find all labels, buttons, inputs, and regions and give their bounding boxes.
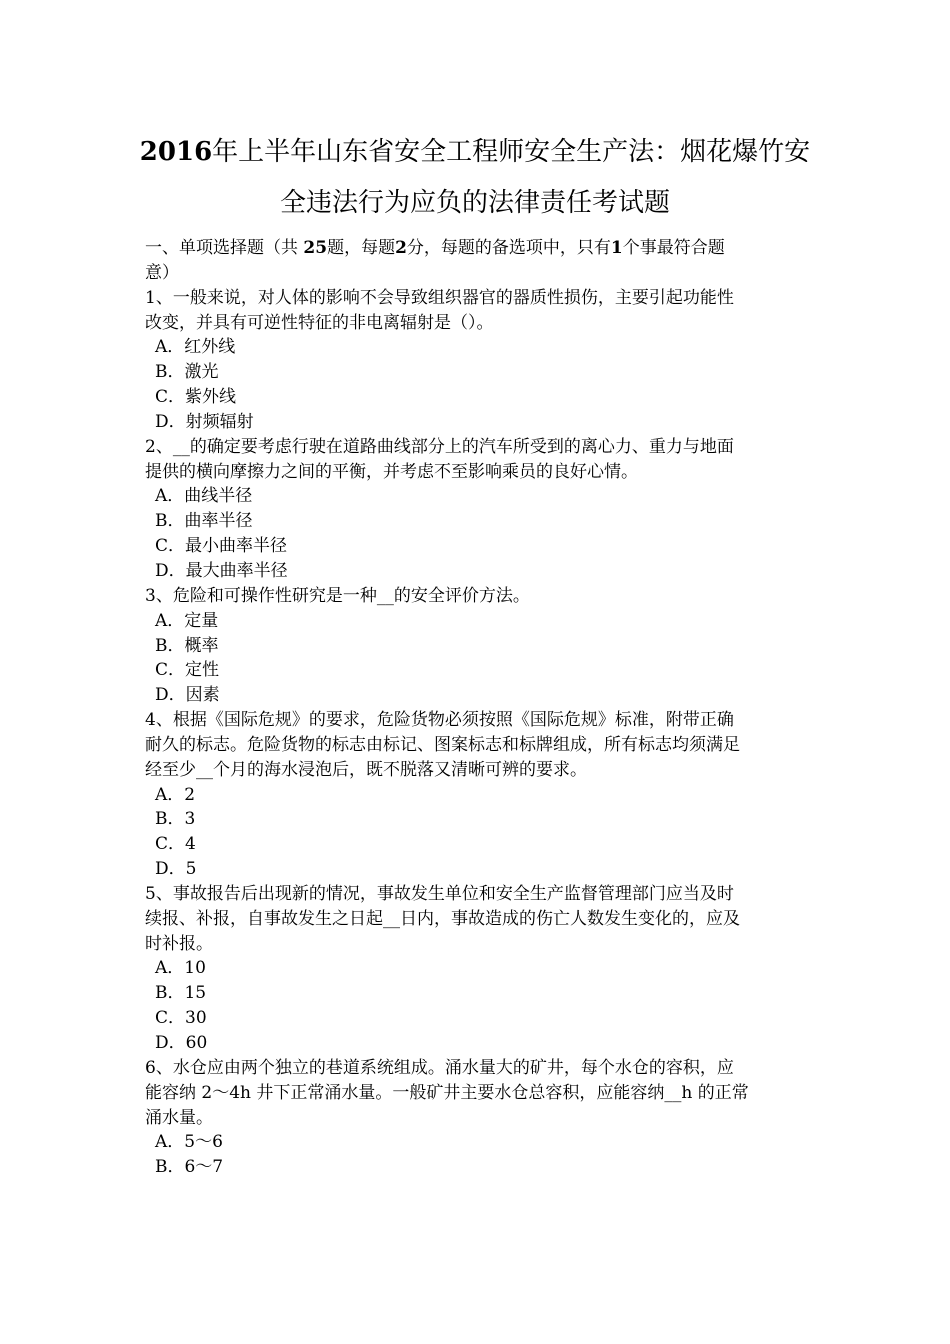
question-text-line: 续报、补报，自事故发生之日起__日内，事故造成的伤亡人数发生变化的，应及 xyxy=(145,908,740,929)
document-title-line2: 全违法行为应负的法律责任考试题 xyxy=(279,188,670,218)
question-1 xyxy=(145,286,815,435)
question-3 xyxy=(145,584,815,708)
answer-option: D．最大曲率半径 xyxy=(155,560,288,581)
question-text-line: 改变，并具有可逆性特征的非电离辐射是（）。 xyxy=(145,312,494,333)
points-per-question: 2 xyxy=(395,238,407,258)
question-text-line: 涌水量。 xyxy=(145,1107,213,1128)
correct-answer-count: 1 xyxy=(610,238,623,258)
question-text-line: 耐久的标志。危险货物的标志由标记、图案标志和标牌组成，所有标志均须满足 xyxy=(145,734,740,755)
answer-option: C．4 xyxy=(155,834,196,855)
question-5 xyxy=(145,882,815,1056)
answer-option: A．定量 xyxy=(155,610,219,631)
question-text-line: 2、__的确定要考虑行驶在道路曲线部分上的汽车所受到的离心力、重力与地面 xyxy=(145,436,734,457)
answer-option: C．定性 xyxy=(155,660,220,681)
answer-option: D．5 xyxy=(155,859,197,880)
question-6 xyxy=(145,1056,815,1180)
section-heading-text: 题，每题 xyxy=(327,238,396,258)
document-body xyxy=(145,236,815,1180)
question-text-line: 提供的横向摩擦力之间的平衡，并考虑不至影响乘员的良好心情。 xyxy=(145,461,638,482)
answer-option: A．5～6 xyxy=(155,1132,223,1153)
question-count: 25 xyxy=(303,238,328,258)
answer-option: B．15 xyxy=(155,983,207,1004)
answer-option: D．60 xyxy=(155,1033,208,1053)
title-year: 2016 xyxy=(139,137,213,167)
answer-option: A．2 xyxy=(155,784,196,805)
answer-option: C．最小曲率半径 xyxy=(155,536,288,557)
answer-option: B．激光 xyxy=(155,362,219,383)
answer-option: C．30 xyxy=(155,1008,207,1029)
question-text-line: 经至少__个月的海水浸泡后，既不脱落又清晰可辨的要求。 xyxy=(145,759,587,780)
question-text-line: 时补报。 xyxy=(145,933,213,954)
question-text-line: 4、根据《国际危规》的要求，危险货物必须按照《国际危规》标准，附带正确 xyxy=(145,710,734,731)
question-text-line: 6、水仓应由两个独立的巷道系统组成。涌水量大的矿井，每个水仓的容积，应 xyxy=(145,1057,734,1078)
question-text-line: 5、事故报告后出现新的情况，事故发生单位和安全生产监督管理部门应当及时 xyxy=(145,883,734,904)
question-text-line: 1、一般来说，对人体的影响不会导致组织器官的器质性损伤，主要引起功能性 xyxy=(145,287,734,308)
answer-option: D．因素 xyxy=(155,685,220,706)
answer-option: A．红外线 xyxy=(155,337,236,358)
answer-option: D．射频辐射 xyxy=(155,411,254,432)
question-text-line: 能容纳 2～4h 井下正常涌水量。一般矿井主要水仓总容积，应能容纳__h 的正常 xyxy=(145,1082,749,1103)
answer-option: B．6～7 xyxy=(155,1157,224,1178)
section-heading-text: 意） xyxy=(145,262,179,283)
title-text: 年上半年山东省安全工程师安全生产法：烟花爆竹安 xyxy=(212,137,811,167)
answer-option: B．曲率半径 xyxy=(155,511,253,532)
question-2 xyxy=(145,435,815,584)
section-heading-text: 个事最符合题 xyxy=(622,238,725,258)
section-heading-text: 分，每题的备选项中，只有 xyxy=(406,238,611,258)
answer-option: B．3 xyxy=(155,809,196,830)
answer-option: A．10 xyxy=(155,958,206,979)
section-heading-text: 一、单项选择题（共 xyxy=(145,238,298,258)
answer-option: A．曲线半径 xyxy=(155,486,253,507)
answer-option: C．紫外线 xyxy=(155,387,237,408)
question-text-line: 3、危险和可操作性研究是一种__的安全评价方法。 xyxy=(145,585,530,606)
section-heading xyxy=(145,236,815,286)
document-title-line1 xyxy=(120,137,830,167)
question-list xyxy=(145,286,815,1180)
answer-option: B．概率 xyxy=(155,635,219,656)
question-4 xyxy=(145,708,815,882)
